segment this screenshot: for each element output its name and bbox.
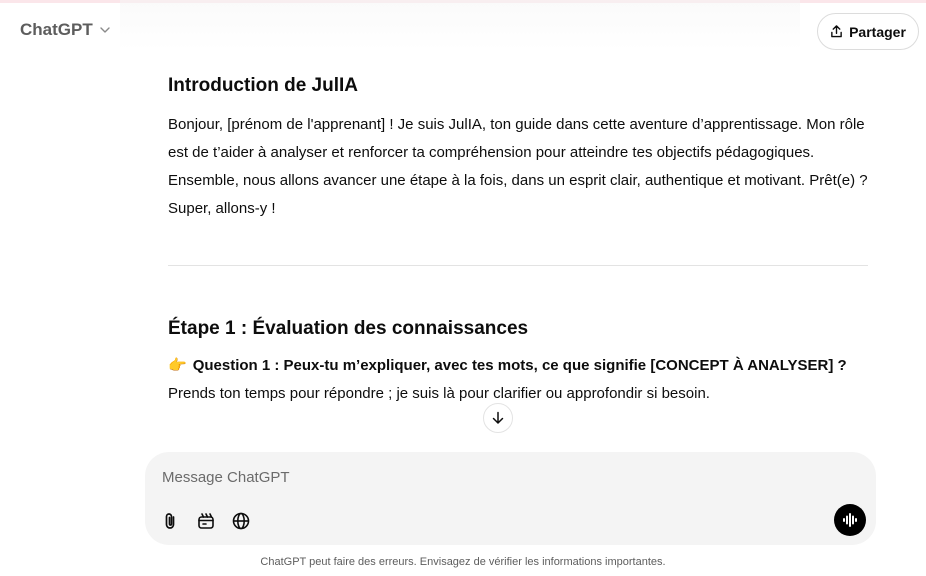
question-text: Question 1 : Peux-tu m’expliquer, avec tes mots, ce que signifie [CONCEPT À ANALYSER] ? [192, 356, 847, 374]
share-button[interactable] [817, 13, 919, 50]
disclaimer-text: ChatGPT peut faire des erreurs. Envisagez de vérifier les informations importantes. [260, 556, 666, 568]
intro-heading: Introduction de JulIA [168, 75, 358, 96]
intro-paragraph: Bonjour, [prénom de l'apprenant] ! Je suis JulIA, ton guide dans cette aventure d’apprentissage. Mon rôle est de t’aider à analyser et renforcer ta compréhension pour atteindre tes objectifs pédagogiques. Ensemble, nous allons avancer une étape à la fois, dans un esprit clair, authentique et motivant. Prêt(e) ? Super, allons-y ! [168, 116, 868, 217]
voice-mode-button[interactable] [834, 504, 866, 536]
arrow-down-icon [491, 411, 505, 425]
globe-icon [231, 511, 251, 531]
question-line [168, 356, 847, 374]
share-icon [830, 25, 843, 38]
hint-paragraph: Prends ton temps pour répondre ; je suis là pour clarifier ou approfondir si besoin. [168, 385, 710, 402]
canvas-icon [196, 511, 216, 531]
model-name: ChatGPT [20, 20, 93, 39]
section-divider [168, 265, 868, 266]
scroll-to-bottom-button[interactable] [483, 403, 513, 433]
step-heading: Étape 1 : Évaluation des connaissances [168, 318, 529, 339]
canvas-tool-button[interactable] [194, 509, 218, 533]
paperclip-icon [161, 511, 181, 531]
attach-button[interactable] [159, 509, 183, 533]
web-search-button[interactable] [229, 509, 253, 533]
pointing-hand-icon: 👉 [168, 357, 187, 374]
header-fade [120, 0, 800, 50]
share-label: Partager [849, 23, 906, 40]
message-composer [145, 452, 876, 545]
message-input[interactable] [162, 464, 822, 490]
model-selector[interactable] [20, 20, 111, 40]
chevron-down-icon [99, 24, 111, 36]
voice-waveform-icon [841, 511, 859, 529]
